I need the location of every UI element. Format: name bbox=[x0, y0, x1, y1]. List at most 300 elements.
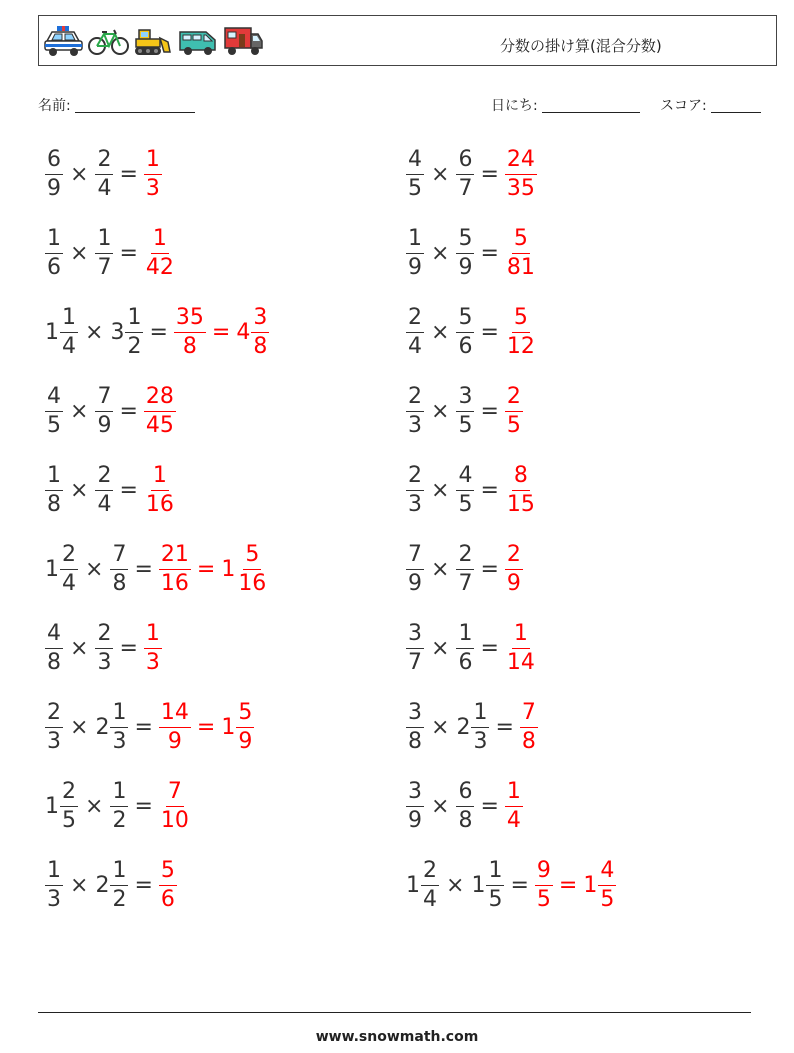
fraction bbox=[505, 778, 523, 833]
denominator: 2 bbox=[112, 807, 127, 833]
answer-fraction bbox=[520, 699, 538, 754]
denominator: 3 bbox=[408, 412, 422, 438]
numerator: 2 bbox=[406, 465, 424, 491]
answer-fraction bbox=[505, 620, 537, 675]
denominator: 8 bbox=[112, 570, 127, 596]
answer-fraction bbox=[159, 778, 191, 833]
numerator: 2 bbox=[95, 465, 113, 491]
times-sign: × bbox=[431, 240, 450, 266]
times-sign: × bbox=[70, 161, 89, 187]
problem-3 bbox=[45, 223, 176, 283]
first-factor bbox=[45, 225, 63, 280]
fraction bbox=[144, 462, 176, 517]
equals-sign: = bbox=[480, 319, 499, 345]
whole-number: 2 bbox=[95, 872, 110, 898]
fraction bbox=[505, 383, 523, 438]
denominator: 16 bbox=[145, 491, 174, 517]
whole-number: 1 bbox=[406, 872, 420, 898]
fraction bbox=[45, 146, 63, 201]
answer bbox=[505, 304, 537, 359]
denominator: 9 bbox=[408, 254, 422, 280]
fraction bbox=[144, 225, 176, 280]
second-factor bbox=[95, 857, 128, 912]
denominator: 4 bbox=[62, 333, 76, 359]
fraction bbox=[456, 620, 474, 675]
numerator: 5 bbox=[243, 544, 261, 570]
answer bbox=[520, 699, 538, 754]
numerator: 3 bbox=[251, 307, 269, 333]
numerator: 7 bbox=[166, 781, 184, 807]
answer bbox=[144, 146, 162, 201]
numerator: 7 bbox=[406, 544, 424, 570]
answer bbox=[505, 383, 523, 438]
fraction bbox=[456, 778, 474, 833]
denominator: 9 bbox=[238, 728, 253, 754]
denominator: 3 bbox=[145, 175, 160, 201]
fraction bbox=[45, 383, 63, 438]
second-factor bbox=[456, 778, 474, 833]
whole-number: 2 bbox=[95, 714, 110, 740]
numerator: 1 bbox=[456, 623, 474, 649]
equals-sign: = bbox=[119, 477, 138, 503]
numerator: 1 bbox=[60, 307, 78, 333]
denominator: 4 bbox=[506, 807, 521, 833]
fraction bbox=[45, 857, 63, 912]
answer-equals-sign: = bbox=[558, 872, 578, 898]
answer bbox=[144, 462, 176, 517]
answer-equals-sign: = bbox=[211, 319, 231, 345]
fraction bbox=[456, 146, 474, 201]
fraction bbox=[520, 699, 538, 754]
times-sign: × bbox=[85, 319, 104, 345]
times-sign: × bbox=[431, 714, 450, 740]
problem-4 bbox=[406, 223, 537, 283]
times-sign: × bbox=[431, 635, 450, 661]
numerator: 1 bbox=[125, 307, 143, 333]
second-factor bbox=[110, 778, 128, 833]
answer-mixed-number bbox=[583, 857, 616, 912]
problem-17 bbox=[45, 776, 191, 836]
fraction bbox=[456, 462, 474, 517]
numerator: 1 bbox=[144, 623, 162, 649]
first-factor bbox=[406, 541, 424, 596]
fraction bbox=[598, 857, 616, 912]
second-factor bbox=[95, 225, 113, 280]
fraction bbox=[144, 383, 176, 438]
denominator: 5 bbox=[47, 412, 61, 438]
numerator: 1 bbox=[512, 623, 530, 649]
numerator: 1 bbox=[110, 860, 128, 886]
numerator: 2 bbox=[505, 544, 523, 570]
fraction bbox=[45, 225, 63, 280]
answer bbox=[159, 699, 254, 754]
denominator: 4 bbox=[423, 886, 437, 912]
answer-mixed-number bbox=[236, 304, 269, 359]
fraction bbox=[456, 383, 474, 438]
whole-number: 2 bbox=[456, 714, 471, 740]
answer bbox=[144, 620, 162, 675]
fraction bbox=[505, 462, 537, 517]
whole-number: 1 bbox=[221, 556, 236, 582]
problem-7 bbox=[45, 381, 176, 441]
problem-18 bbox=[406, 776, 523, 836]
fraction bbox=[406, 462, 424, 517]
first-factor bbox=[45, 304, 78, 359]
second-factor bbox=[471, 857, 504, 912]
denominator: 5 bbox=[506, 412, 521, 438]
fraction bbox=[110, 699, 128, 754]
answer bbox=[505, 146, 537, 201]
fraction bbox=[505, 620, 537, 675]
fraction bbox=[110, 857, 128, 912]
numerator: 2 bbox=[505, 386, 523, 412]
times-sign: × bbox=[431, 319, 450, 345]
denominator: 9 bbox=[458, 254, 473, 280]
denominator: 9 bbox=[97, 412, 112, 438]
fraction bbox=[236, 541, 268, 596]
score-blank[interactable] bbox=[711, 98, 761, 113]
denominator: 42 bbox=[145, 254, 174, 280]
fraction bbox=[159, 699, 191, 754]
police-car-icon bbox=[43, 24, 84, 58]
numerator: 9 bbox=[535, 860, 553, 886]
fraction bbox=[421, 857, 439, 912]
equals-sign: = bbox=[480, 556, 499, 582]
numerator: 3 bbox=[406, 702, 424, 728]
numerator: 4 bbox=[45, 623, 63, 649]
second-factor bbox=[456, 620, 474, 675]
numerator: 21 bbox=[159, 544, 191, 570]
numerator: 1 bbox=[151, 465, 169, 491]
fraction bbox=[471, 699, 489, 754]
whole-number: 3 bbox=[110, 319, 125, 345]
denominator: 4 bbox=[408, 333, 422, 359]
denominator: 6 bbox=[458, 649, 473, 675]
answer bbox=[159, 541, 268, 596]
denominator: 5 bbox=[458, 412, 473, 438]
worksheet-title: 分数の掛け算(混合分数) bbox=[500, 37, 662, 55]
equals-sign: = bbox=[119, 398, 138, 424]
answer bbox=[505, 620, 537, 675]
problem-16 bbox=[406, 697, 538, 757]
equals-sign: = bbox=[134, 556, 153, 582]
score-label: スコア: bbox=[660, 98, 707, 114]
first-factor bbox=[406, 462, 424, 517]
first-factor bbox=[45, 857, 63, 912]
second-factor bbox=[456, 304, 474, 359]
numerator: 1 bbox=[471, 702, 489, 728]
denominator: 7 bbox=[408, 649, 422, 675]
equals-sign: = bbox=[480, 793, 499, 819]
answer bbox=[505, 225, 537, 280]
answer-fraction bbox=[505, 146, 537, 201]
equals-sign: = bbox=[480, 398, 499, 424]
answer-fraction bbox=[144, 620, 162, 675]
name-label: 名前: bbox=[38, 98, 71, 114]
denominator: 14 bbox=[506, 649, 535, 675]
fraction bbox=[505, 225, 537, 280]
numerator: 1 bbox=[110, 781, 128, 807]
second-factor bbox=[110, 541, 128, 596]
date-field bbox=[491, 95, 640, 115]
denominator: 8 bbox=[182, 333, 197, 359]
numerator: 6 bbox=[456, 149, 474, 175]
denominator: 5 bbox=[488, 886, 503, 912]
denominator: 9 bbox=[408, 807, 422, 833]
numerator: 5 bbox=[159, 860, 177, 886]
second-factor bbox=[95, 146, 113, 201]
times-sign: × bbox=[70, 872, 89, 898]
numerator: 1 bbox=[45, 860, 63, 886]
numerator: 7 bbox=[520, 702, 538, 728]
name-blank[interactable] bbox=[75, 98, 195, 113]
fraction bbox=[60, 304, 78, 359]
times-sign: × bbox=[431, 398, 450, 424]
first-factor bbox=[406, 304, 424, 359]
fraction bbox=[251, 304, 269, 359]
times-sign: × bbox=[446, 872, 465, 898]
answer bbox=[505, 778, 523, 833]
denominator: 9 bbox=[506, 570, 521, 596]
equals-sign: = bbox=[134, 793, 153, 819]
problem-8 bbox=[406, 381, 523, 441]
numerator: 1 bbox=[95, 228, 113, 254]
whole-number: 1 bbox=[221, 714, 236, 740]
fraction bbox=[95, 146, 113, 201]
denominator: 9 bbox=[47, 175, 61, 201]
problem-9 bbox=[45, 460, 176, 520]
numerator: 2 bbox=[60, 781, 78, 807]
first-factor bbox=[45, 541, 78, 596]
numerator: 1 bbox=[505, 781, 523, 807]
numerator: 1 bbox=[110, 702, 128, 728]
denominator: 10 bbox=[160, 807, 189, 833]
fraction bbox=[95, 383, 113, 438]
denominator: 2 bbox=[127, 333, 142, 359]
answer bbox=[505, 462, 537, 517]
problem-14 bbox=[406, 618, 537, 678]
whole-number: 1 bbox=[471, 872, 486, 898]
equals-sign: = bbox=[119, 635, 138, 661]
answer-fraction bbox=[144, 462, 176, 517]
answer bbox=[159, 857, 177, 912]
equals-sign: = bbox=[495, 714, 514, 740]
numerator: 2 bbox=[421, 860, 439, 886]
answer-fraction bbox=[144, 383, 176, 438]
numerator: 28 bbox=[144, 386, 176, 412]
camper-truck-icon bbox=[223, 24, 264, 58]
numerator: 5 bbox=[512, 228, 530, 254]
fraction bbox=[125, 304, 143, 359]
answer-fraction bbox=[159, 699, 191, 754]
answer-fraction bbox=[159, 857, 177, 912]
denominator: 7 bbox=[458, 175, 473, 201]
second-factor bbox=[456, 462, 474, 517]
denominator: 12 bbox=[506, 333, 535, 359]
numerator: 5 bbox=[236, 702, 254, 728]
numerator: 3 bbox=[406, 781, 424, 807]
denominator: 8 bbox=[458, 807, 473, 833]
denominator: 3 bbox=[112, 728, 127, 754]
denominator: 6 bbox=[458, 333, 473, 359]
first-factor bbox=[45, 383, 63, 438]
times-sign: × bbox=[70, 635, 89, 661]
fraction bbox=[110, 778, 128, 833]
numerator: 2 bbox=[45, 702, 63, 728]
answer-fraction bbox=[505, 383, 523, 438]
denominator: 3 bbox=[47, 728, 61, 754]
answer-fraction bbox=[505, 304, 537, 359]
numerator: 14 bbox=[159, 702, 191, 728]
answer bbox=[159, 778, 191, 833]
denominator: 5 bbox=[408, 175, 422, 201]
denominator: 8 bbox=[253, 333, 268, 359]
denominator: 35 bbox=[506, 175, 535, 201]
equals-sign: = bbox=[480, 635, 499, 661]
problem-19 bbox=[45, 855, 177, 915]
fraction bbox=[456, 541, 474, 596]
problem-15 bbox=[45, 697, 254, 757]
answer bbox=[144, 383, 176, 438]
times-sign: × bbox=[431, 161, 450, 187]
second-factor bbox=[456, 541, 474, 596]
van-icon bbox=[177, 24, 220, 58]
bulldozer-icon bbox=[133, 24, 174, 58]
equals-sign: = bbox=[119, 240, 138, 266]
answer bbox=[174, 304, 269, 359]
answer bbox=[144, 225, 176, 280]
denominator: 3 bbox=[97, 649, 112, 675]
denominator: 4 bbox=[97, 491, 112, 517]
fraction bbox=[456, 225, 474, 280]
answer-fraction bbox=[144, 225, 176, 280]
times-sign: × bbox=[431, 793, 450, 819]
fraction bbox=[406, 304, 424, 359]
fraction bbox=[95, 462, 113, 517]
denominator: 45 bbox=[145, 412, 174, 438]
footer-divider bbox=[38, 1012, 751, 1013]
first-factor bbox=[45, 620, 63, 675]
numerator: 5 bbox=[456, 307, 474, 333]
first-factor bbox=[406, 778, 424, 833]
denominator: 5 bbox=[458, 491, 473, 517]
answer-equals-sign: = bbox=[196, 714, 216, 740]
problem-6 bbox=[406, 302, 537, 362]
second-factor bbox=[95, 462, 113, 517]
second-factor bbox=[456, 225, 474, 280]
equals-sign: = bbox=[510, 872, 529, 898]
fraction bbox=[95, 620, 113, 675]
denominator: 8 bbox=[47, 649, 61, 675]
fraction bbox=[159, 778, 191, 833]
fraction bbox=[159, 857, 177, 912]
denominator: 2 bbox=[112, 886, 127, 912]
second-factor bbox=[110, 304, 143, 359]
problem-20 bbox=[406, 855, 616, 915]
times-sign: × bbox=[70, 240, 89, 266]
numerator: 2 bbox=[95, 149, 113, 175]
first-factor bbox=[45, 146, 63, 201]
problem-2 bbox=[406, 144, 537, 204]
name-field bbox=[38, 95, 195, 115]
fraction bbox=[159, 541, 191, 596]
times-sign: × bbox=[70, 477, 89, 503]
equals-sign: = bbox=[480, 240, 499, 266]
denominator: 7 bbox=[97, 254, 112, 280]
denominator: 8 bbox=[521, 728, 536, 754]
date-blank[interactable] bbox=[542, 98, 640, 113]
problem-12 bbox=[406, 539, 523, 599]
first-factor bbox=[45, 462, 63, 517]
numerator: 2 bbox=[60, 544, 78, 570]
whole-number: 1 bbox=[45, 319, 59, 345]
denominator: 16 bbox=[160, 570, 189, 596]
denominator: 3 bbox=[47, 886, 61, 912]
problem-5 bbox=[45, 302, 269, 362]
footer-site: www.snowmath.com bbox=[315, 1029, 479, 1045]
fraction bbox=[110, 541, 128, 596]
fraction bbox=[406, 146, 424, 201]
problem-1 bbox=[45, 144, 162, 204]
answer bbox=[535, 857, 616, 912]
answer-fraction bbox=[505, 225, 537, 280]
fraction bbox=[486, 857, 504, 912]
answer-fraction bbox=[144, 146, 162, 201]
whole-number: 4 bbox=[236, 319, 251, 345]
first-factor bbox=[406, 383, 424, 438]
answer-fraction bbox=[174, 304, 206, 359]
denominator: 5 bbox=[600, 886, 615, 912]
numerator: 2 bbox=[406, 307, 424, 333]
numerator: 8 bbox=[512, 465, 530, 491]
denominator: 4 bbox=[97, 175, 112, 201]
fraction bbox=[456, 304, 474, 359]
denominator: 81 bbox=[506, 254, 535, 280]
numerator: 4 bbox=[406, 149, 424, 175]
denominator: 5 bbox=[62, 807, 76, 833]
equals-sign: = bbox=[480, 161, 499, 187]
problem-11 bbox=[45, 539, 268, 599]
numerator: 24 bbox=[505, 149, 537, 175]
fraction bbox=[95, 225, 113, 280]
times-sign: × bbox=[70, 398, 89, 424]
denominator: 4 bbox=[62, 570, 76, 596]
numerator: 1 bbox=[486, 860, 504, 886]
denominator: 3 bbox=[473, 728, 488, 754]
fraction bbox=[45, 462, 63, 517]
equals-sign: = bbox=[134, 872, 153, 898]
times-sign: × bbox=[70, 714, 89, 740]
times-sign: × bbox=[85, 793, 104, 819]
date-label: 日にち: bbox=[491, 98, 538, 114]
second-factor bbox=[456, 146, 474, 201]
equals-sign: = bbox=[149, 319, 168, 345]
denominator: 6 bbox=[160, 886, 175, 912]
first-factor bbox=[406, 146, 424, 201]
denominator: 16 bbox=[238, 570, 267, 596]
numerator: 35 bbox=[174, 307, 206, 333]
numerator: 1 bbox=[406, 228, 424, 254]
fraction bbox=[505, 304, 537, 359]
times-sign: × bbox=[85, 556, 104, 582]
fraction bbox=[406, 620, 424, 675]
numerator: 3 bbox=[406, 623, 424, 649]
numerator: 1 bbox=[45, 228, 63, 254]
answer-mixed-number bbox=[221, 541, 268, 596]
problem-13 bbox=[45, 618, 162, 678]
fraction bbox=[505, 541, 523, 596]
denominator: 9 bbox=[408, 570, 422, 596]
